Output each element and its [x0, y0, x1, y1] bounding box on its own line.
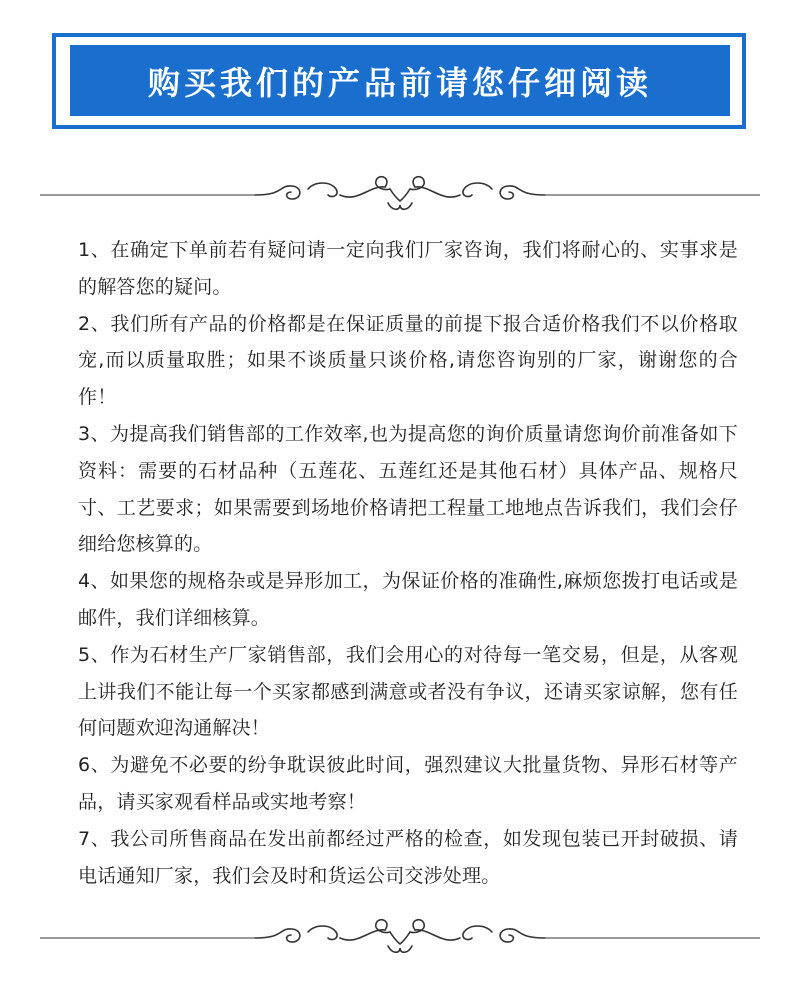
notice-item-4: 4、如果您的规格杂或是异形加工，为保证价格的准确性,麻烦您拨打电话或是邮件，我们详细核算。 — [78, 570, 738, 629]
notice-list — [78, 232, 738, 894]
notice-item-5: 5、作为石材生产厂家销售部，我们会用心的对待每一笔交易，但是，从客观上讲我们不能让每一个买家都感到满意或者没有争议，还请买家谅解，您有任何问题欢迎沟通解决！ — [78, 643, 738, 740]
banner — [70, 45, 730, 116]
notice-item-3: 3、为提高我们销售部的工作效率,也为提高您的询价质量请您询价前准备如下资料：需要的石材品种（五莲花、五莲红还是其他石材）具体产品、规格尺寸、工艺要求；如果需要到场地价格请把工程量工地地点告诉我们，我们会仔细给您核算的。 — [78, 422, 738, 556]
ornament-divider-bottom — [40, 908, 760, 958]
scroll-ornament-icon — [40, 165, 760, 215]
ornament-divider-top — [40, 165, 760, 215]
notice-item-7: 7、我公司所售商品在发出前都经过严格的检查，如发现包装已开封破损、请电话通知厂家，我们会及时和货运公司交涉处理。 — [78, 827, 738, 887]
notice-item-6: 6、为避免不必要的纷争耽误彼此时间，强烈建议大批量货物、异形石材等产品，请买家观看样品或实地考察！ — [78, 754, 738, 813]
page-title: 购买我们的产品前请您仔细阅读 — [147, 63, 652, 102]
notice-item-2: 2、我们所有产品的价格都是在保证质量的前提下报合适价格我们不以价格取宠,而以质量取胜；如果不谈质量只谈价格,请您咨询别的厂家，谢谢您的合作！ — [78, 312, 738, 409]
notice-item-1: 1、在确定下单前若有疑问请一定向我们厂家咨询，我们将耐心的、实事求是的解答您的疑问。 — [78, 239, 738, 298]
scroll-ornament-icon — [40, 908, 760, 958]
